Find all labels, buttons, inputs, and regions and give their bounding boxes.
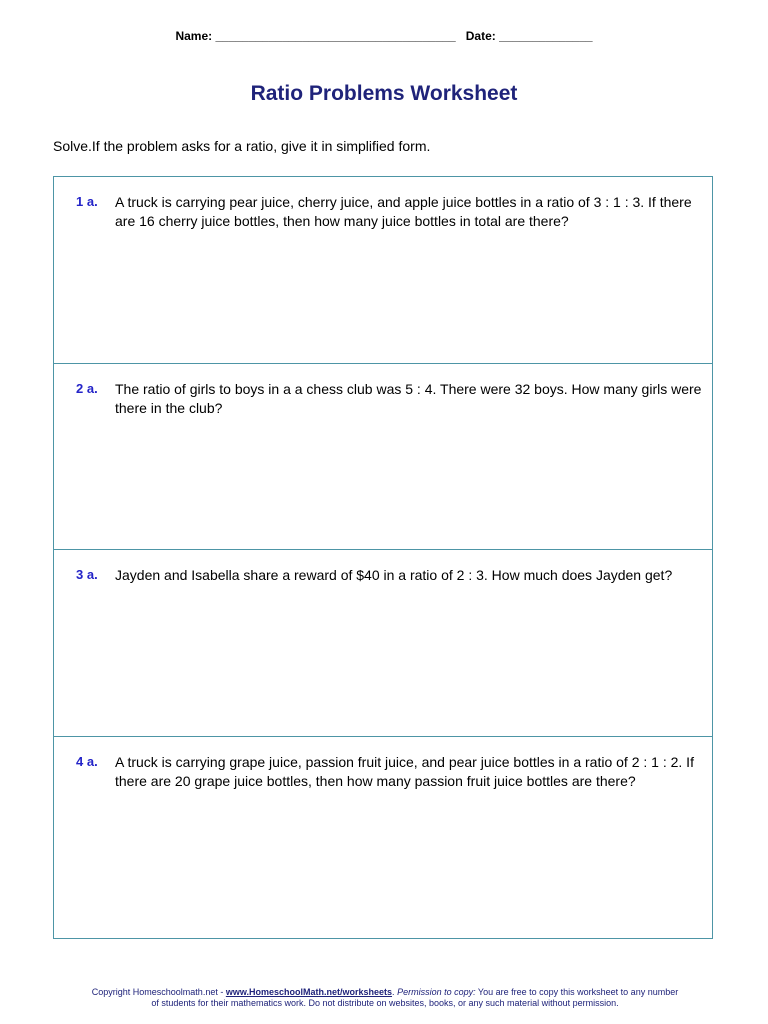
problem-1: [54, 177, 712, 364]
problem-3: [54, 550, 712, 737]
name-blank[interactable]: ____________________________________: [215, 29, 456, 43]
problem-text: The ratio of girls to boys in a a chess club was 5 : 4. There were 32 boys. How many girls were there in the club?: [115, 380, 702, 416]
page-title: Ratio Problems Worksheet: [250, 82, 518, 105]
footer-copyright: [90, 987, 680, 1009]
problem-number: 2 a.: [76, 380, 98, 396]
problem-text: A truck is carrying pear juice, cherry juice, and apple juice bottles in a ratio of 3 : 1 : 3. If there are 16 cherry juice bottles, then how many juice bottles in total are there?: [115, 194, 692, 229]
problem-2: [54, 364, 712, 551]
problem-text: A truck is carrying grape juice, passion fruit juice, and pear juice bottles in a ratio of 2 : 1 : 2. If there are 20 grape juice bottles, then how many passion fruit juice bottles are there?: [115, 753, 694, 789]
problem-number: 3 a.: [76, 567, 98, 582]
name-label: Name:: [175, 29, 213, 43]
problems-box: [53, 176, 713, 939]
date-label: Date:: [465, 29, 496, 43]
problem-text: Jayden and Isabella share a reward of $40 in a ratio of 2 : 3. How much does Jayden get?: [115, 567, 673, 583]
date-blank[interactable]: ______________: [499, 29, 593, 43]
footer-period: .: [392, 987, 395, 997]
instructions: Solve.If the problem asks for a ratio, give it in simplified form.: [53, 138, 431, 154]
homeschoolmath-link[interactable]: www.HomeschoolMath.net/worksheets: [225, 987, 393, 997]
permission-label: Permission to copy:: [397, 987, 476, 997]
name-date-line: [0, 29, 768, 43]
copyright-text: Copyright Homeschoolmath.net -: [91, 987, 226, 997]
permission-text: You are free to copy this worksheet to any number of students for their mathematics work. Do not distribute on websites, books, or any such material without permission.: [151, 987, 679, 1008]
problem-number: 1 a.: [76, 194, 98, 209]
problem-number: 4 a.: [76, 753, 98, 769]
